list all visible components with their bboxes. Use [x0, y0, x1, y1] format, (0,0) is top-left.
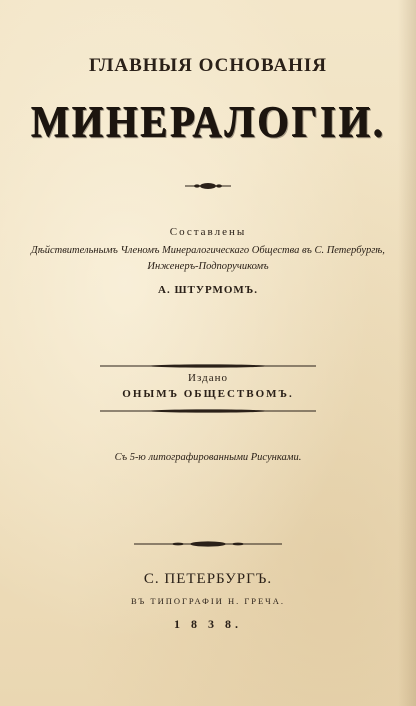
compiled-by-label: Составлены	[169, 226, 247, 238]
illustrations-note: Съ 5-ю литографированными Рисунками.	[114, 452, 302, 463]
imprint-year: 1 8 3 8.	[174, 617, 242, 631]
imprint-printer: ВЪ ТИПОГРАФІИ Н. ГРЕЧА.	[131, 596, 285, 606]
published-label: Издано	[188, 372, 228, 384]
imprint-city: С. ПЕТЕРБУРГЪ.	[143, 571, 273, 587]
author-name: А. ШТУРМОМЪ.	[158, 284, 258, 296]
rule-bottom	[0, 407, 416, 415]
publisher-name: ОНЫМЪ ОБЩЕСТВОМЪ.	[122, 388, 294, 400]
title-line-1: ГЛАВНЫЯ ОСНОВАНІЯ	[88, 55, 328, 76]
small-ornament	[0, 180, 416, 192]
author-title-line-2: Инженеръ-Подпоручикомъ	[147, 261, 269, 272]
author-title-line-1: Дѣйствительнымъ Членомъ Минералогическаго Общества въ С. Петербургѣ,	[31, 245, 385, 256]
rule-top	[0, 362, 416, 370]
title-line-2: МИНЕРАЛОГІИ.	[30, 97, 386, 146]
imprint-ornament	[0, 539, 416, 549]
